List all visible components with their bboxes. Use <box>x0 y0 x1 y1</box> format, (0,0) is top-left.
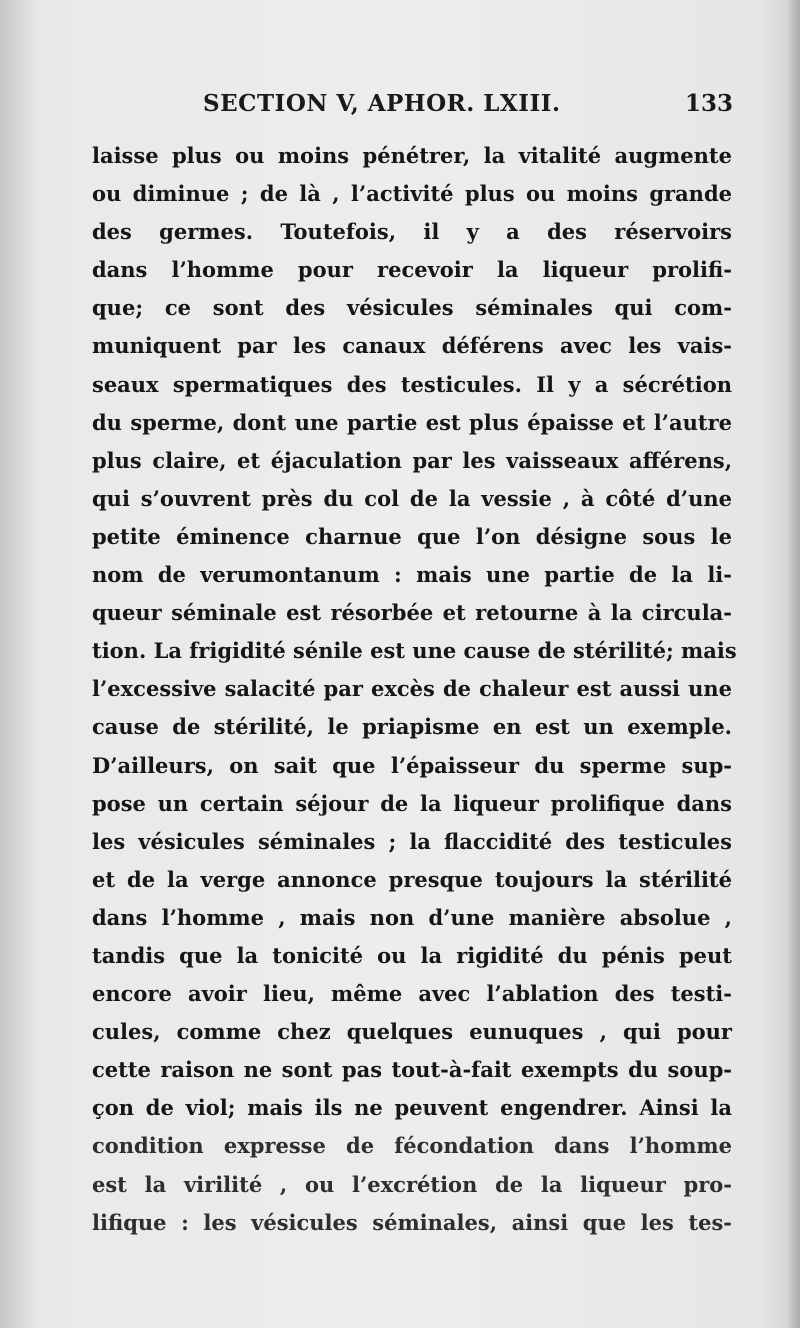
text-line: condition expresse de fécondation dans l’homme <box>92 1133 732 1159</box>
text-line: et de la verge annonce presque toujours la stérilité <box>92 866 732 892</box>
body-text <box>92 137 737 1242</box>
text-line: les vésicules séminales ; la flaccidité des testicules <box>92 828 732 854</box>
text-line: D’ailleurs, on sait que l’épaisseur du sperme sup- <box>92 752 732 778</box>
text-line: tion. La frigidité sénile est une cause de stérilité; mais <box>92 638 737 664</box>
text-line: çon de viol; mais ils ne peuvent engendrer. Ainsi la <box>92 1095 732 1121</box>
text-line: pose un certain séjour de la liqueur prolifique dans <box>92 790 732 816</box>
text-line: petite éminence charnue que l’on désigne sous le <box>92 523 732 549</box>
text-line: dans l’homme pour recevoir la liqueur prolifi- <box>92 257 732 283</box>
text-line: ou diminue ; de là , l’activité plus ou moins grande <box>92 181 732 207</box>
text-line: nom de verumontanum : mais une partie de la li- <box>92 562 732 588</box>
text-line: seaux spermatiques des testicules. Il y a sécrétion <box>92 371 732 397</box>
text-line: muniquent par les canaux déférens avec les vais- <box>92 333 732 359</box>
page-edge-shadow <box>786 0 800 1328</box>
text-line: des germes. Toutefois, il y a des réservoirs <box>92 219 732 245</box>
text-line: du sperme, dont une partie est plus épaisse et l’autre <box>92 409 732 435</box>
text-line: qui s’ouvrent près du col de la vessie , à côté d’une <box>92 485 732 511</box>
text-line: cause de stérilité, le priapisme en est un exemple. <box>92 714 732 740</box>
text-line: que; ce sont des vésicules séminales qui com- <box>92 295 732 321</box>
text-line: tandis que la tonicité ou la rigidité du pénis peut <box>92 942 732 968</box>
text-line: l’excessive salacité par excès de chaleur est aussi une <box>92 676 732 702</box>
text-line: encore avoir lieu, même avec l’ablation des testi- <box>92 981 732 1007</box>
running-head: SECTION V, APHOR. LXIII. <box>203 90 561 117</box>
text-line: queur séminale est résorbée et retourne à la circula- <box>92 600 732 626</box>
text-line: laisse plus ou moins pénétrer, la vitalité augmente <box>92 143 732 168</box>
text-line: cette raison ne sont pas tout-à-fait exempts du soup- <box>92 1057 732 1083</box>
text-line: lifique : les vésicules séminales, ainsi que les tes- <box>92 1209 732 1235</box>
text-line: cules, comme chez quelques eunuques , qui pour <box>92 1019 732 1045</box>
text-line: est la virilité , ou l’excrétion de la liqueur pro- <box>92 1171 732 1197</box>
text-line: plus claire, et éjaculation par les vaisseaux afférens, <box>92 447 732 473</box>
page-number: 133 <box>684 90 733 117</box>
page-header <box>203 90 763 130</box>
text-line: dans l’homme , mais non d’une manière absolue , <box>92 904 732 930</box>
